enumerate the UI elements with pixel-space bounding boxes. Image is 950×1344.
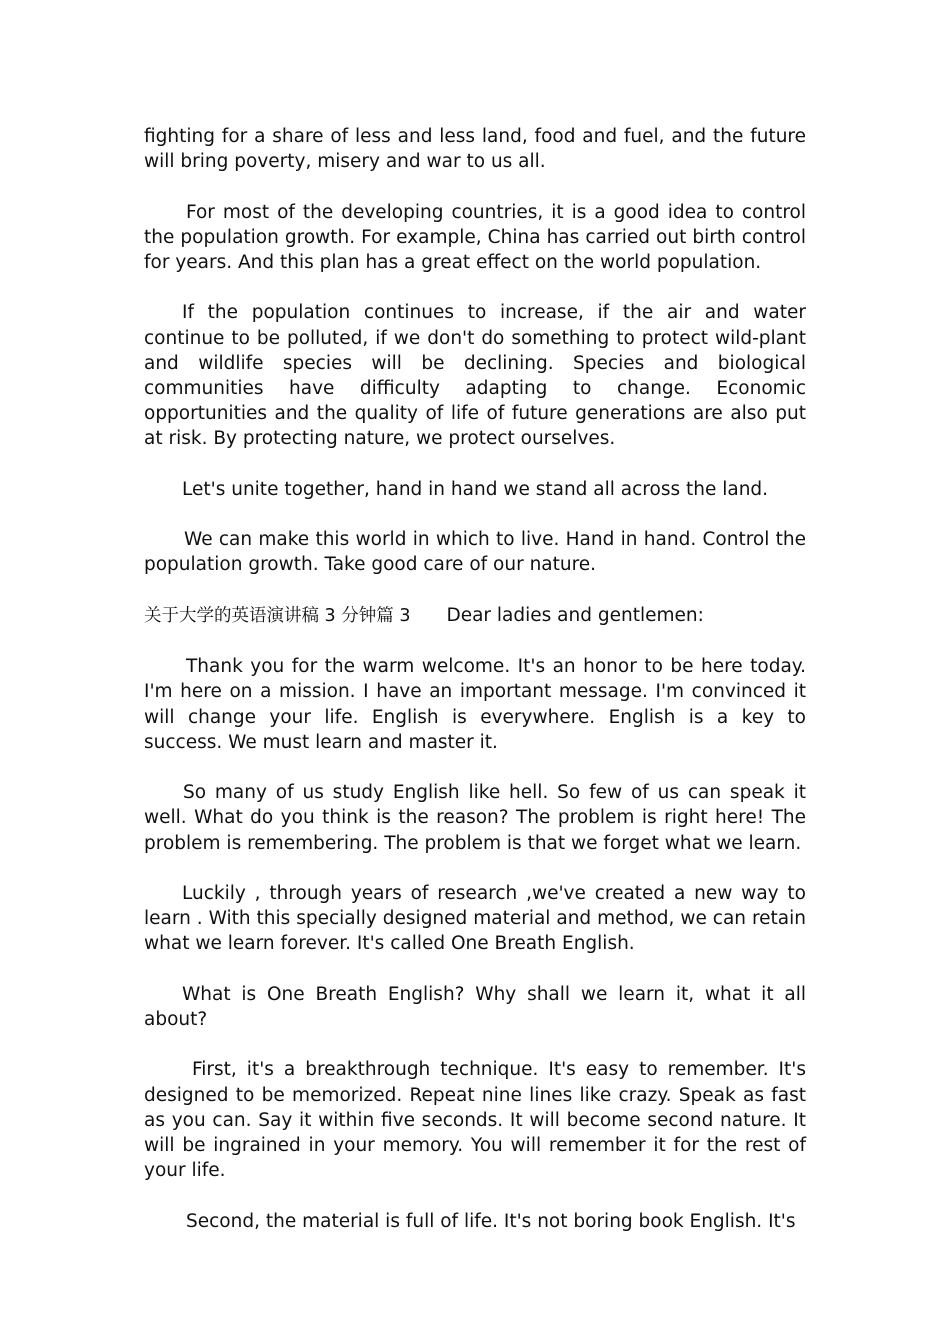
section-heading-line xyxy=(144,603,806,629)
paragraph: If the population continues to increase, if the air and water continue to be polluted, if we don't do something to protect wild-plant and wildlife species will be declining. Species and biological communities have difficulty adapting to change. Economic opportunities and the quality of life of future generations are also put at risk. By protecting nature, we protect ourselves. xyxy=(144,302,806,450)
paragraph: We can make this world in which to live. Hand in hand. Control the population growth. Take good care of our nature. xyxy=(144,529,806,576)
paragraph: Luckily , through years of research ,we've created a new way to learn . With this specially designed material and method, we can retain what we learn forever. It's called One Breath English. xyxy=(144,882,806,955)
paragraph: For most of the developing countries, it is a good idea to control the population growth. For example, China has carried out birth control for years. And this plan has a great effect on the world population. xyxy=(144,201,806,273)
salutation: Dear ladies and gentlemen: xyxy=(446,604,704,626)
paragraph: First, it's a breakthrough technique. It's easy to remember. It's designed to be memorized. Repeat nine lines like crazy. Speak as fast as you can. Say it within five seconds. It will become second nature. It will be ingrained in your memory. You will remember it for the rest of your life. xyxy=(144,1059,806,1182)
document-page xyxy=(144,124,806,1259)
paragraph: Second, the material is full of life. It's not boring book English. It's xyxy=(186,1210,796,1232)
paragraph: What is One Breath English? Why shall we learn it, what it all about? xyxy=(144,983,806,1030)
section-heading: 关于大学的英语演讲稿 3 分钟篇 3 xyxy=(144,605,411,626)
paragraph: Let's unite together, hand in hand we stand all across the land. xyxy=(182,478,769,500)
paragraph: So many of us study English like hell. So few of us can speak it well. What do you think is the reason? The problem is right here! The problem is remembering. The problem is that we forget what we learn. xyxy=(144,782,806,854)
paragraph: Thank you for the warm welcome. It's an honor to be here today. I'm here on a mission. I have an important message. I'm convinced it will change your life. English is everywhere. English is a key to success. We must learn and master it. xyxy=(144,656,806,753)
paragraph: fighting for a share of less and less land, food and fuel, and the future will bring poverty, misery and war to us all. xyxy=(144,126,806,173)
